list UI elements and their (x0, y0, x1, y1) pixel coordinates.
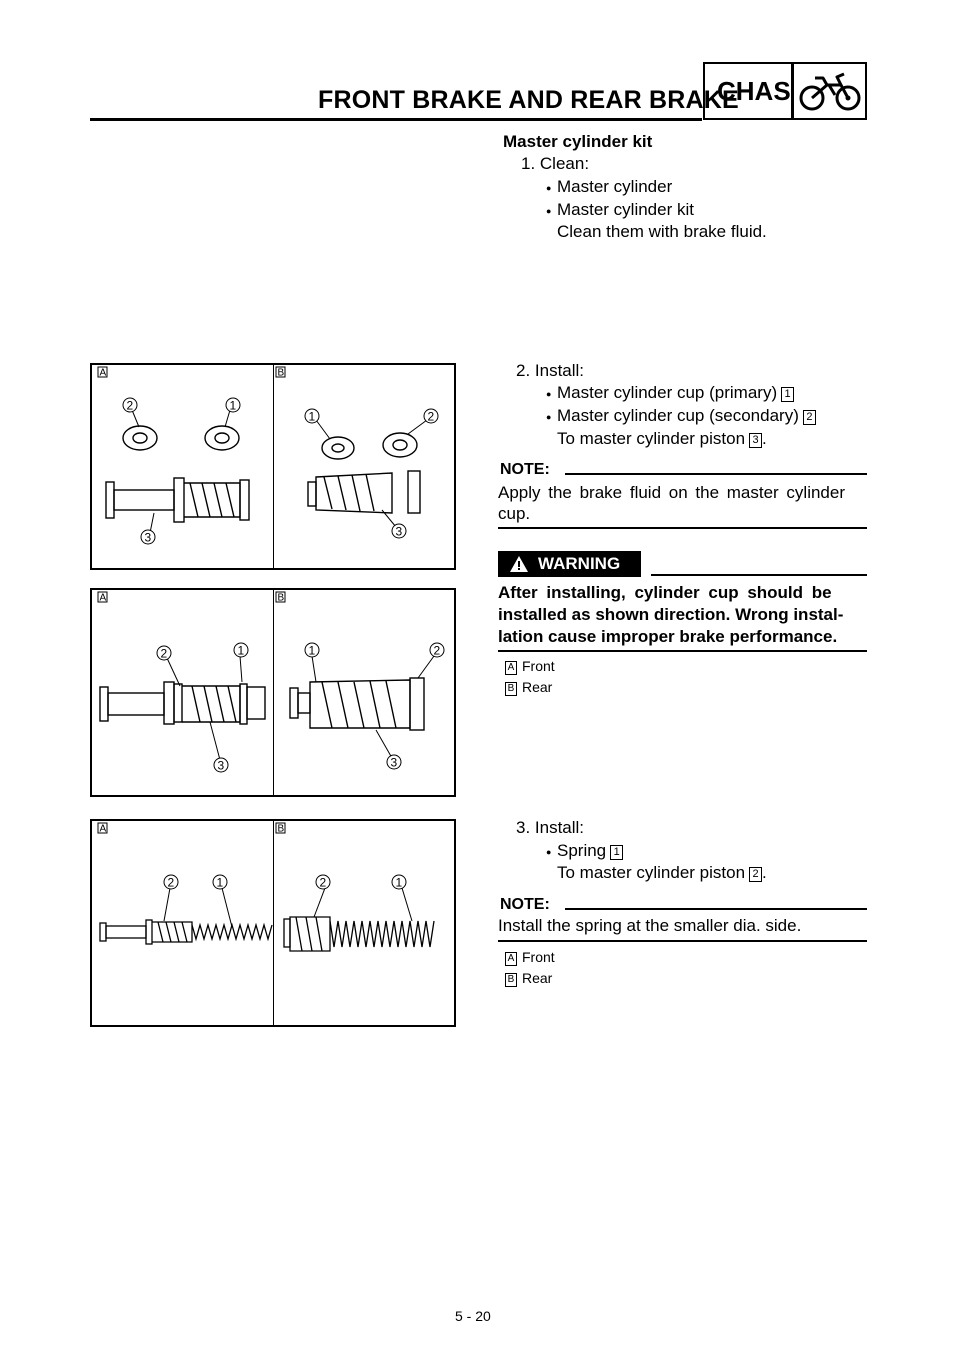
step2-item: ● Master cylinder cup (secondary) 2 (557, 405, 816, 427)
callout-2: 2 (427, 409, 435, 424)
section-code: CHAS (717, 76, 791, 106)
step2-target: To master cylinder piston 3 . (557, 429, 767, 448)
callout-1: 1 (308, 643, 316, 658)
warning-text: lation cause improper brake performance. (498, 627, 838, 646)
callout-2: 2 (167, 875, 175, 890)
callout-ref: 2 (749, 867, 762, 882)
note-rule-bottom (498, 527, 867, 529)
page-title: FRONT BRAKE AND REAR BRAKE (318, 86, 739, 114)
warning-text: installed as shown direction. Wrong instal- (498, 605, 844, 624)
note-label: NOTE: (500, 461, 550, 478)
callout-1: 1 (395, 875, 403, 890)
section-heading: Master cylinder kit (503, 132, 653, 151)
panel-label-b: B (277, 592, 285, 604)
step3-label: 3. Install: (516, 818, 585, 837)
legend-item: B Rear (505, 677, 552, 698)
panel-label-a: A (99, 367, 107, 379)
callout-ref: 3 (749, 433, 762, 448)
warning-badge (498, 551, 641, 577)
panel-label-a: A (99, 592, 107, 604)
step1-item: ● Master cylinder (557, 176, 672, 198)
warning-rule-bottom (498, 650, 867, 652)
callout-1: 1 (216, 875, 224, 890)
callout-2: 2 (160, 646, 168, 661)
legend-item: A Front (505, 947, 555, 968)
figure-cups (90, 363, 456, 570)
callout-1: 1 (237, 643, 245, 658)
note-rule-top (565, 908, 867, 910)
warning-icon (509, 555, 529, 573)
assembled-illustration (92, 590, 454, 795)
callout-3: 3 (217, 758, 225, 773)
header-rule (90, 118, 702, 121)
panel-label-b: B (277, 823, 285, 835)
step2-item: ● Master cylinder cup (primary) 1 (557, 382, 794, 404)
note-label: NOTE: (500, 896, 550, 913)
motorcycle-icon (797, 68, 863, 114)
panel-label-b: B (277, 367, 285, 379)
callout-ref: 2 (803, 410, 816, 425)
step2-label: 2. Install: (516, 361, 585, 380)
page-number: 5 - 20 (455, 1308, 491, 1324)
legend-item: B Rear (505, 968, 552, 989)
callout-3: 3 (144, 530, 152, 545)
warning-label: WARNING (538, 554, 621, 573)
callout-3: 3 (390, 755, 398, 770)
springs-illustration (92, 821, 454, 1025)
callout-ref: 1 (781, 387, 794, 402)
step1-label: 1. Clean: (521, 154, 590, 173)
step1-item: ● Master cylinder kit (557, 199, 694, 221)
figure-springs (90, 819, 456, 1027)
callout-1: 1 (308, 409, 316, 424)
callout-2: 2 (319, 875, 327, 890)
figure-assembled (90, 588, 456, 797)
legend-item: A Front (505, 656, 555, 677)
step1-note: Clean them with brake fluid. (557, 222, 767, 241)
note-rule-top (565, 473, 867, 475)
callout-ref: 1 (610, 845, 623, 860)
cups-illustration (92, 365, 454, 568)
warning-rule-top (651, 574, 867, 576)
callout-2: 2 (433, 643, 441, 658)
warning-text: After installing, cylinder cup should be (498, 583, 832, 602)
callout-1: 1 (229, 398, 237, 413)
step3-target: To master cylinder piston 2 . (557, 863, 767, 882)
section-badge (703, 62, 867, 120)
callout-3: 3 (395, 524, 403, 539)
step3-item: ● Spring 1 (557, 840, 623, 862)
panel-label-a: A (99, 823, 107, 835)
badge-divider (791, 64, 794, 118)
callout-2: 2 (126, 398, 134, 413)
note-text: Install the spring at the smaller dia. side. (498, 916, 802, 935)
note-text: cup. (498, 504, 531, 523)
note-text: Apply the brake fluid on the master cylinder (498, 483, 846, 502)
note-rule-bottom (498, 940, 867, 942)
